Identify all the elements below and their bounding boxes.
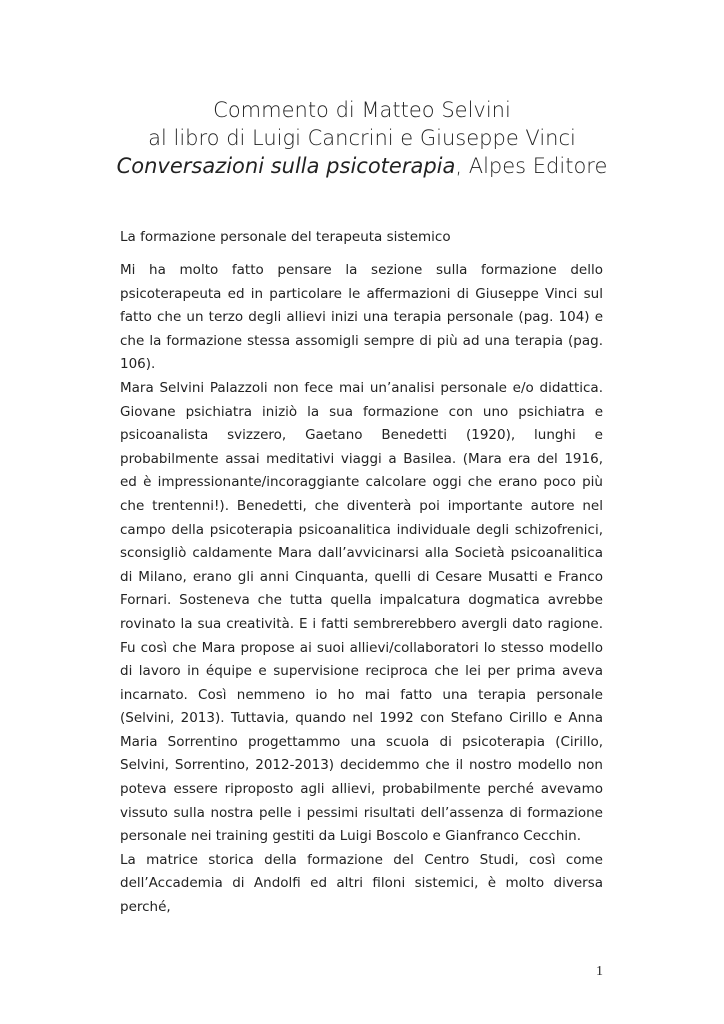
title-line-3 [60,152,664,180]
section-heading: La formazione personale del terapeuta sistemico [120,229,451,245]
paragraph: La matrice storica della formazione del Centro Studi, così come dell’Accademia di Andolfi ed altri filoni sistemici, è molto diversa perché, [120,851,603,916]
title-line-1: Commento di Matteo Selvini [213,98,511,122]
book-title: Conversazioni sulla psicoterapia [116,154,456,178]
paragraph: Mara Selvini Palazzoli non fece mai un’analisi personale e/o didattica. Giovane psichiatra iniziò la sua formazione con uno psichiatra e psicoanalista svizzero, Gaetano Benedetti (1920), lunghi e probabilmente assai meditativi viaggi a Basilea. (Mara era del 1916, ed è impressionante/incoraggiante calcolare oggi che erano poco più che trentenni!). Benedetti, che diventerà poi importante autore nel campo della psicoterapia psicoanalitica individuale degli schizofrenici, sconsigliò caldamente Mara dall’avvicinarsi alla Società psicoanalitica di Milano, erano gli anni Cinquanta, quelli di Cesare Musatti e Franco Fornari. Sosteneva che tutta quella impalcatura dogmatica avrebbe rovinato la sua creatività. E i fatti sembrerebbero avergli dato ragione. Fu così che Mara propose ai suoi allievi/collaboratori lo stesso modello di lavoro in équipe e supervisione reciproca che lei per prima aveva incarnato. Così nemmeno io ho mai fatto una terapia personale (Selvini, 2013). Tuttavia, quando nel 1992 con Stefano Cirillo e Anna Maria Sorrentino progettammo una scuola di psicoterapia (Cirillo, Selvini, Sorrentino, 2012-2013) decidemmo che il nostro modello non poteva essere riproposto agli allievi, probabilmente perché avevamo vissuto sulla nostra pelle i pessimi risultati dell’assenza di formazione personale nei training gestiti da Luigi Boscolo e Gianfranco Cecchin. [120,379,603,845]
title-line-2: al libro di Luigi Cancrini e Giuseppe Vinci [148,126,576,150]
publisher: , Alpes Editore [455,154,608,178]
page-number: 1 [596,964,603,979]
paragraph: Mi ha molto fatto pensare la sezione sulla formazione dello psicoterapeuta ed in particolare le affermazioni di Giuseppe Vinci sul fatto che un terzo degli allievi inizi una terapia personale (pag. 104) e che la formazione stessa assomigli sempre di più ad una terapia (pag. 106). [120,262,603,373]
body-text [120,259,603,920]
document-title [60,96,664,180]
